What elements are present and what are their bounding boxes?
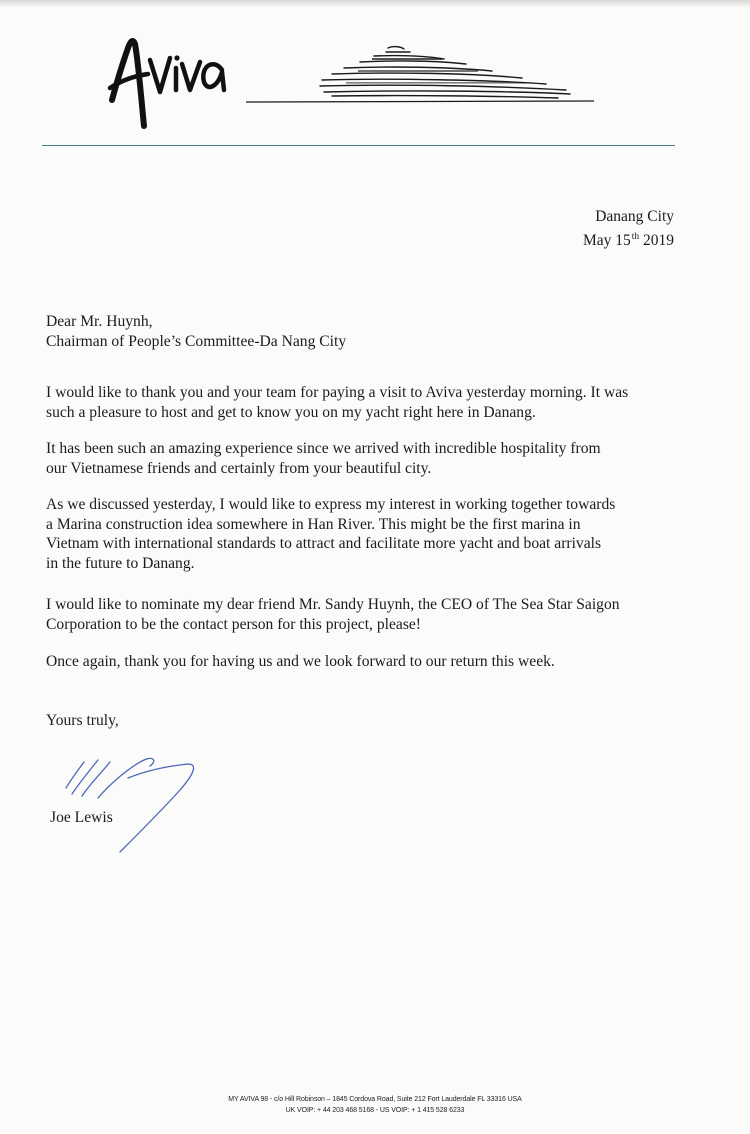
signer-name: Joe Lewis <box>50 809 113 826</box>
greeting: Dear Mr. Huynh, <box>46 313 153 330</box>
footer-line: MY AVIVA 98 - c/o Hill Robinson – 1845 Cordova Road, Suite 212 Fort Lauderdale FL 33316 USA <box>228 1096 522 1103</box>
text-line: I would like to nominate my dear friend Mr. Sandy Huynh, the CEO of The Sea Star Saigon <box>46 596 620 613</box>
text-line: such a pleasure to host and get to know you on my yacht right here in Danang. <box>46 403 536 421</box>
text-line: Corporation to be the contact person for this project, please! <box>46 615 421 633</box>
salutation <box>46 312 686 351</box>
paragraph-thanks <box>46 383 686 422</box>
date-month-day: May 15 <box>582 232 631 249</box>
footer-line: UK VOIP: + 44 203 468 5168 - US VOIP: + 1 415 528 6233 <box>285 1107 465 1114</box>
footer-address <box>0 1094 750 1116</box>
text-line: Once again, thank you for having us and we look forward to our return this week. <box>46 653 555 670</box>
text-line: As we discussed yesterday, I would like to express my interest in working together towards <box>46 496 616 513</box>
paragraph-nomination <box>46 595 686 634</box>
text-line: It has been such an amazing experience since we arrived with incredible hospitality from <box>46 440 601 457</box>
text-line: I would like to thank you and your team for paying a visit to Aviva yesterday morning. It was <box>46 384 629 401</box>
paragraph-marina <box>46 495 686 573</box>
place: Danang City <box>595 208 674 225</box>
letterhead <box>0 0 750 160</box>
date <box>583 227 674 251</box>
text-line: in the future to Danang. <box>46 554 195 572</box>
yacht-illustration <box>240 40 610 110</box>
closing: Yours truly, <box>46 712 119 729</box>
recipient-title: Chairman of People’s Committee-Da Nang City <box>46 332 347 350</box>
place-date <box>583 206 674 251</box>
aviva-logo <box>104 30 234 135</box>
paragraph-experience <box>46 439 686 478</box>
handwritten-signature <box>58 748 208 860</box>
text-line: our Vietnamese friends and certainly from your beautiful city. <box>46 459 432 477</box>
letterhead-rule <box>42 145 675 146</box>
date-suffix: th <box>631 232 640 242</box>
text-line: Vietnam with international standards to attract and facilitate more yacht and boat arrivals <box>46 535 602 552</box>
paragraph-closing-thanks <box>46 652 686 672</box>
date-year: 2019 <box>643 232 674 249</box>
text-line: a Marina construction idea somewhere in Han River. This might be the first marina in <box>46 515 581 533</box>
